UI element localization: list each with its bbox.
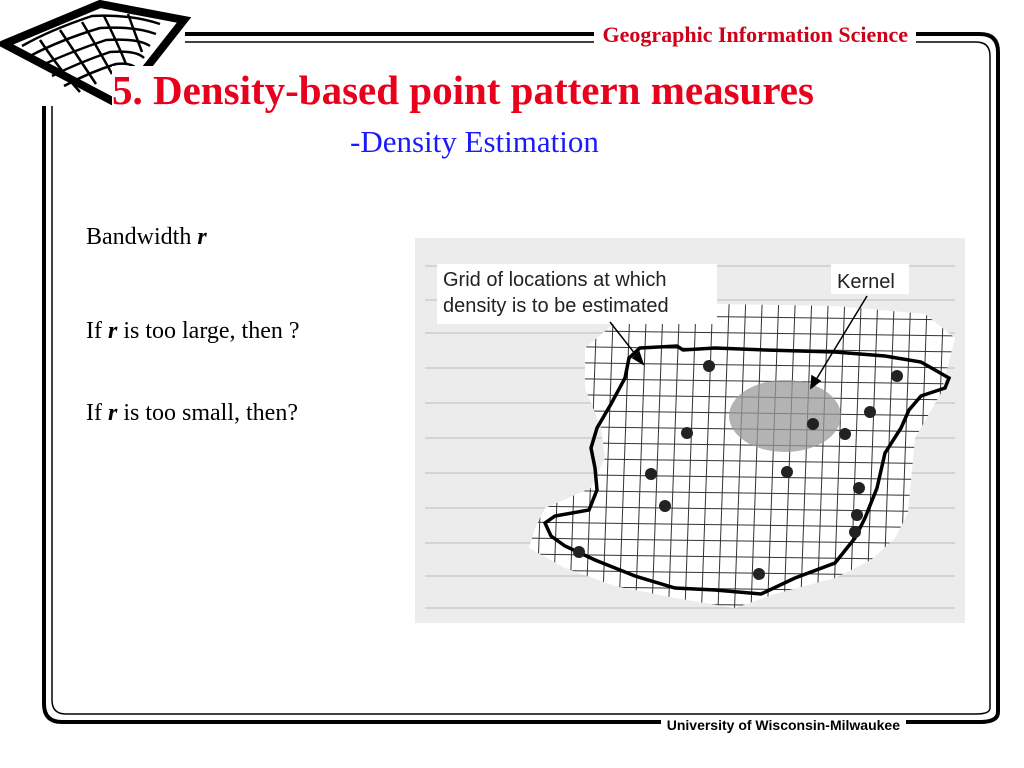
event-point xyxy=(659,500,671,512)
kernel-circle xyxy=(729,380,841,452)
event-point xyxy=(849,526,861,538)
bandwidth-text: Bandwidth xyxy=(86,224,198,250)
event-point xyxy=(851,509,863,521)
event-point xyxy=(853,482,865,494)
event-point xyxy=(753,568,765,580)
too-large-var: r xyxy=(107,318,118,344)
too-large-suffix: is too large, then ? xyxy=(117,318,300,344)
grid-label-line2: density is to be estimated xyxy=(443,295,669,317)
kernel-label: Kernel xyxy=(837,271,895,293)
too-small-prefix: If xyxy=(86,400,108,426)
event-point xyxy=(781,466,793,478)
event-point xyxy=(573,546,585,558)
event-point xyxy=(703,360,715,372)
slide-subtitle: -Density Estimation xyxy=(350,124,599,159)
bandwidth-line xyxy=(86,224,207,251)
institution-footer: University of Wisconsin-Milwaukee xyxy=(661,717,906,733)
grid-label-line1: Grid of locations at which xyxy=(443,269,667,291)
event-point xyxy=(681,427,693,439)
too-large-prefix: If xyxy=(86,318,108,344)
too-small-suffix: is too small, then? xyxy=(117,400,298,426)
kde-figure xyxy=(415,238,965,623)
course-header: Geographic Information Science xyxy=(594,22,916,48)
event-point xyxy=(891,370,903,382)
event-point xyxy=(645,468,657,480)
event-point xyxy=(839,428,851,440)
bandwidth-var: r xyxy=(197,224,207,250)
event-point xyxy=(864,406,876,418)
too-small-line xyxy=(86,400,298,427)
event-point xyxy=(807,418,819,430)
too-small-var: r xyxy=(107,400,118,426)
too-large-line xyxy=(86,318,300,345)
slide-title: 5. Density-based point pattern measures xyxy=(112,66,818,114)
